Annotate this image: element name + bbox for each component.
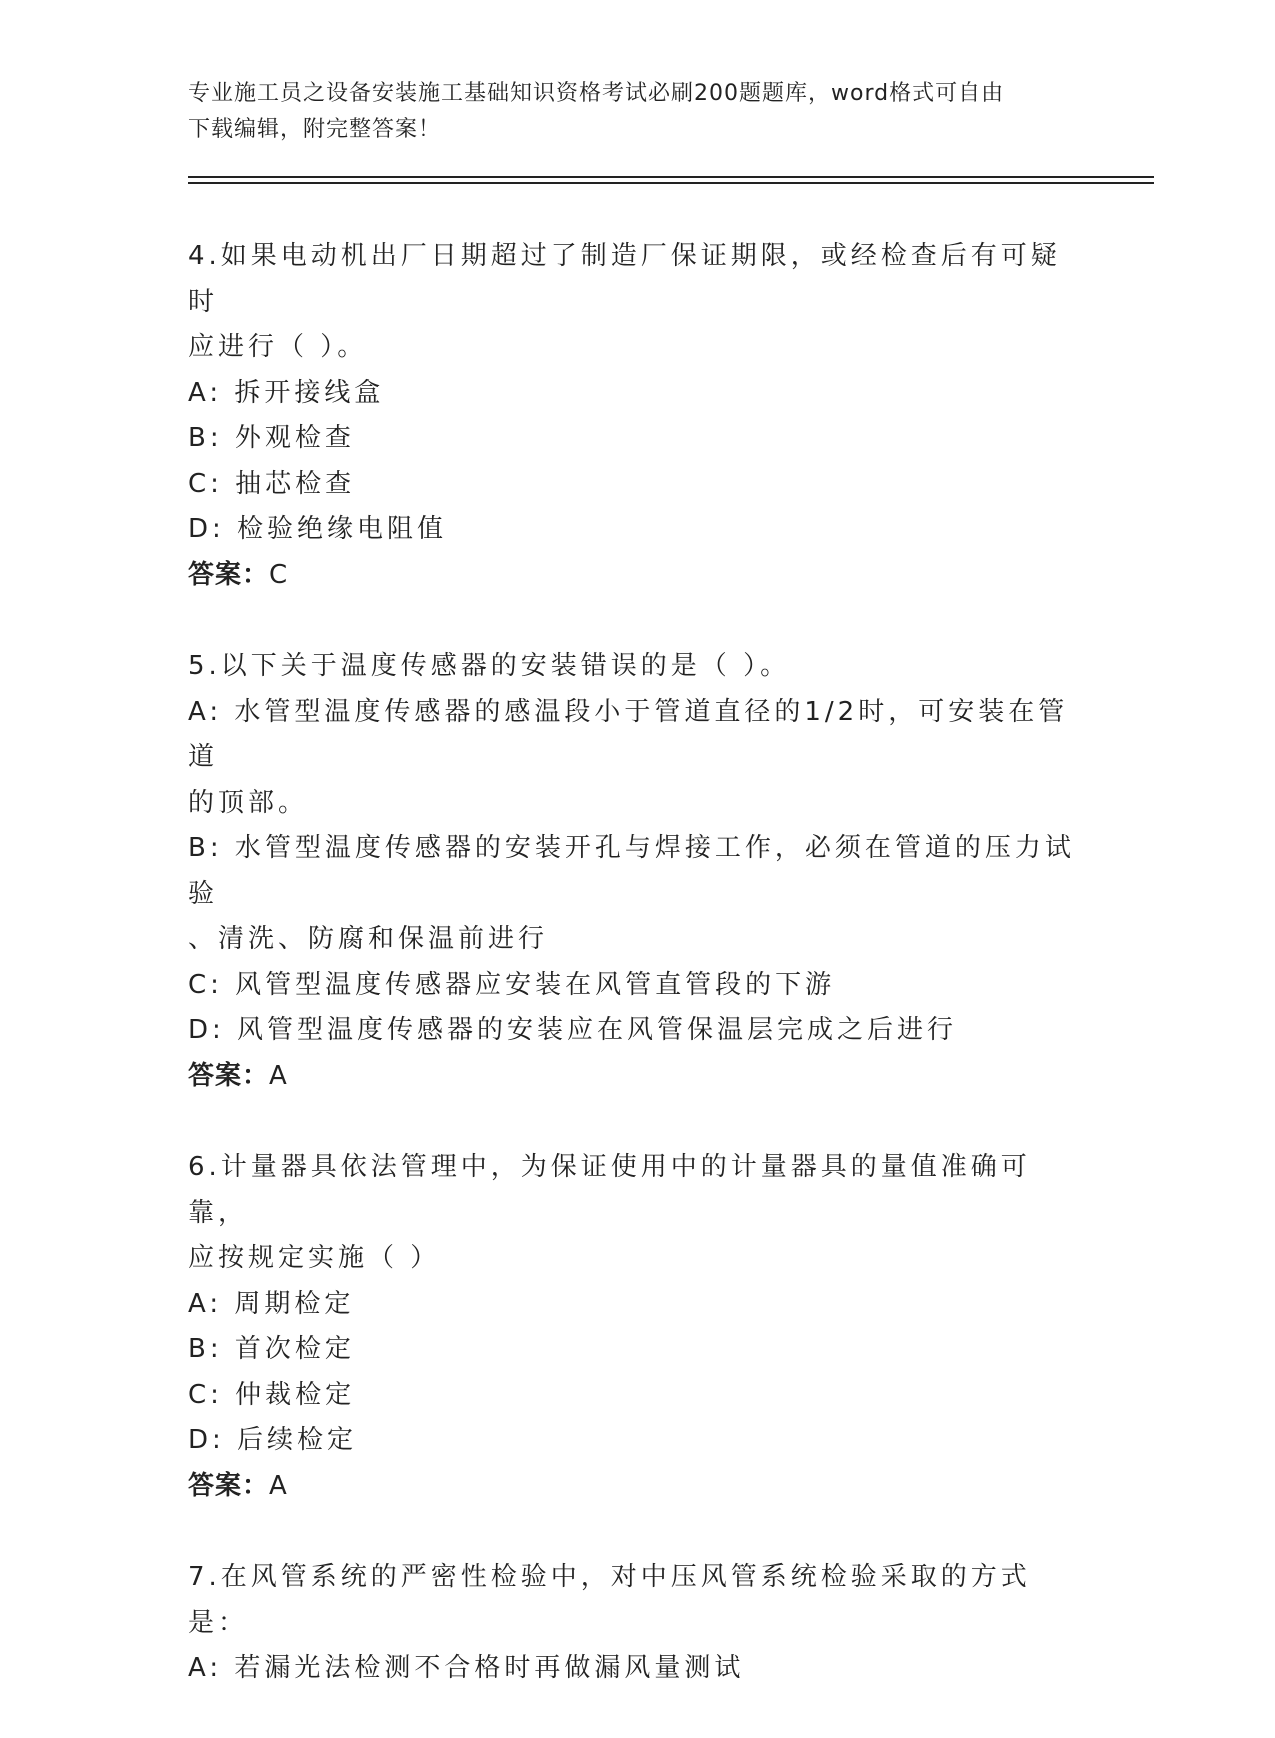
- option-a: A: 水管型温度传感器的感温段小于管道直径的1/2时，可安装在管道: [188, 696, 1069, 772]
- option-b: B: 水管型温度传感器的安装开孔与焊接工作，必须在管道的压力试验: [188, 833, 1075, 909]
- header-divider-bottom: [188, 182, 1154, 184]
- question-stem: 6.计量器具依法管理中，为保证使用中的计量器具的量值准确可靠，: [188, 1152, 1031, 1228]
- question-6: [188, 1145, 1088, 1509]
- answer-label: 答案：: [188, 1060, 270, 1091]
- answer-value: C: [269, 559, 289, 590]
- answer-label: 答案：: [188, 1470, 270, 1501]
- question-4: [188, 234, 1088, 598]
- question-stem-continued: 应按规定实施（ ）: [188, 1243, 441, 1273]
- option-b-continued: 、清洗、防腐和保温前进行: [188, 924, 549, 954]
- option-c: C: 风管型温度传感器应安装在风管直管段的下游: [188, 969, 836, 1000]
- answer-label: 答案：: [188, 559, 270, 590]
- header-title-line-2: 下载编辑，附完整答案！: [188, 117, 442, 142]
- question-stem: 5.以下关于温度传感器的安装错误的是（ ）。: [188, 651, 791, 681]
- header-divider-top: [188, 176, 1154, 178]
- option-a: A: 拆开接线盒: [188, 377, 385, 408]
- answer-line: [188, 1464, 1088, 1510]
- option-d: D: 后续检定: [188, 1425, 358, 1455]
- answer-line: [188, 1054, 1088, 1100]
- answer-value: A: [269, 1470, 288, 1501]
- question-stem-continued: 应进行（ ）。: [188, 332, 368, 362]
- option-c: C: 抽芯检查: [188, 468, 356, 499]
- option-a-continued: 的顶部。: [188, 787, 309, 818]
- option-d: D: 检验绝缘电阻值: [188, 514, 448, 544]
- option-a: A: 若漏光法检测不合格时再做漏风量测试: [188, 1653, 745, 1683]
- question-7: [188, 1555, 1088, 1692]
- option-b: B: 外观检查: [188, 423, 355, 453]
- question-5: [188, 644, 1088, 1099]
- question-list: [188, 234, 1088, 1738]
- question-stem: 4.如果电动机出厂日期超过了制造厂保证期限，或经检查后有可疑时: [188, 241, 1061, 317]
- option-d: D: 风管型温度传感器的安装应在风管保温层完成之后进行: [188, 1015, 958, 1045]
- option-b: B: 首次检定: [188, 1334, 355, 1364]
- answer-line: [188, 553, 1088, 599]
- document-header: [188, 76, 1088, 148]
- option-a: A: 周期检定: [188, 1288, 355, 1319]
- option-c: C: 仲裁检定: [188, 1379, 356, 1410]
- answer-value: A: [269, 1060, 288, 1091]
- question-stem: 7.在风管系统的严密性检验中，对中压风管系统检验采取的方式是：: [188, 1562, 1031, 1638]
- header-title-line-1: 专业施工员之设备安装施工基础知识资格考试必刷200题题库，word格式可自由: [188, 81, 1005, 106]
